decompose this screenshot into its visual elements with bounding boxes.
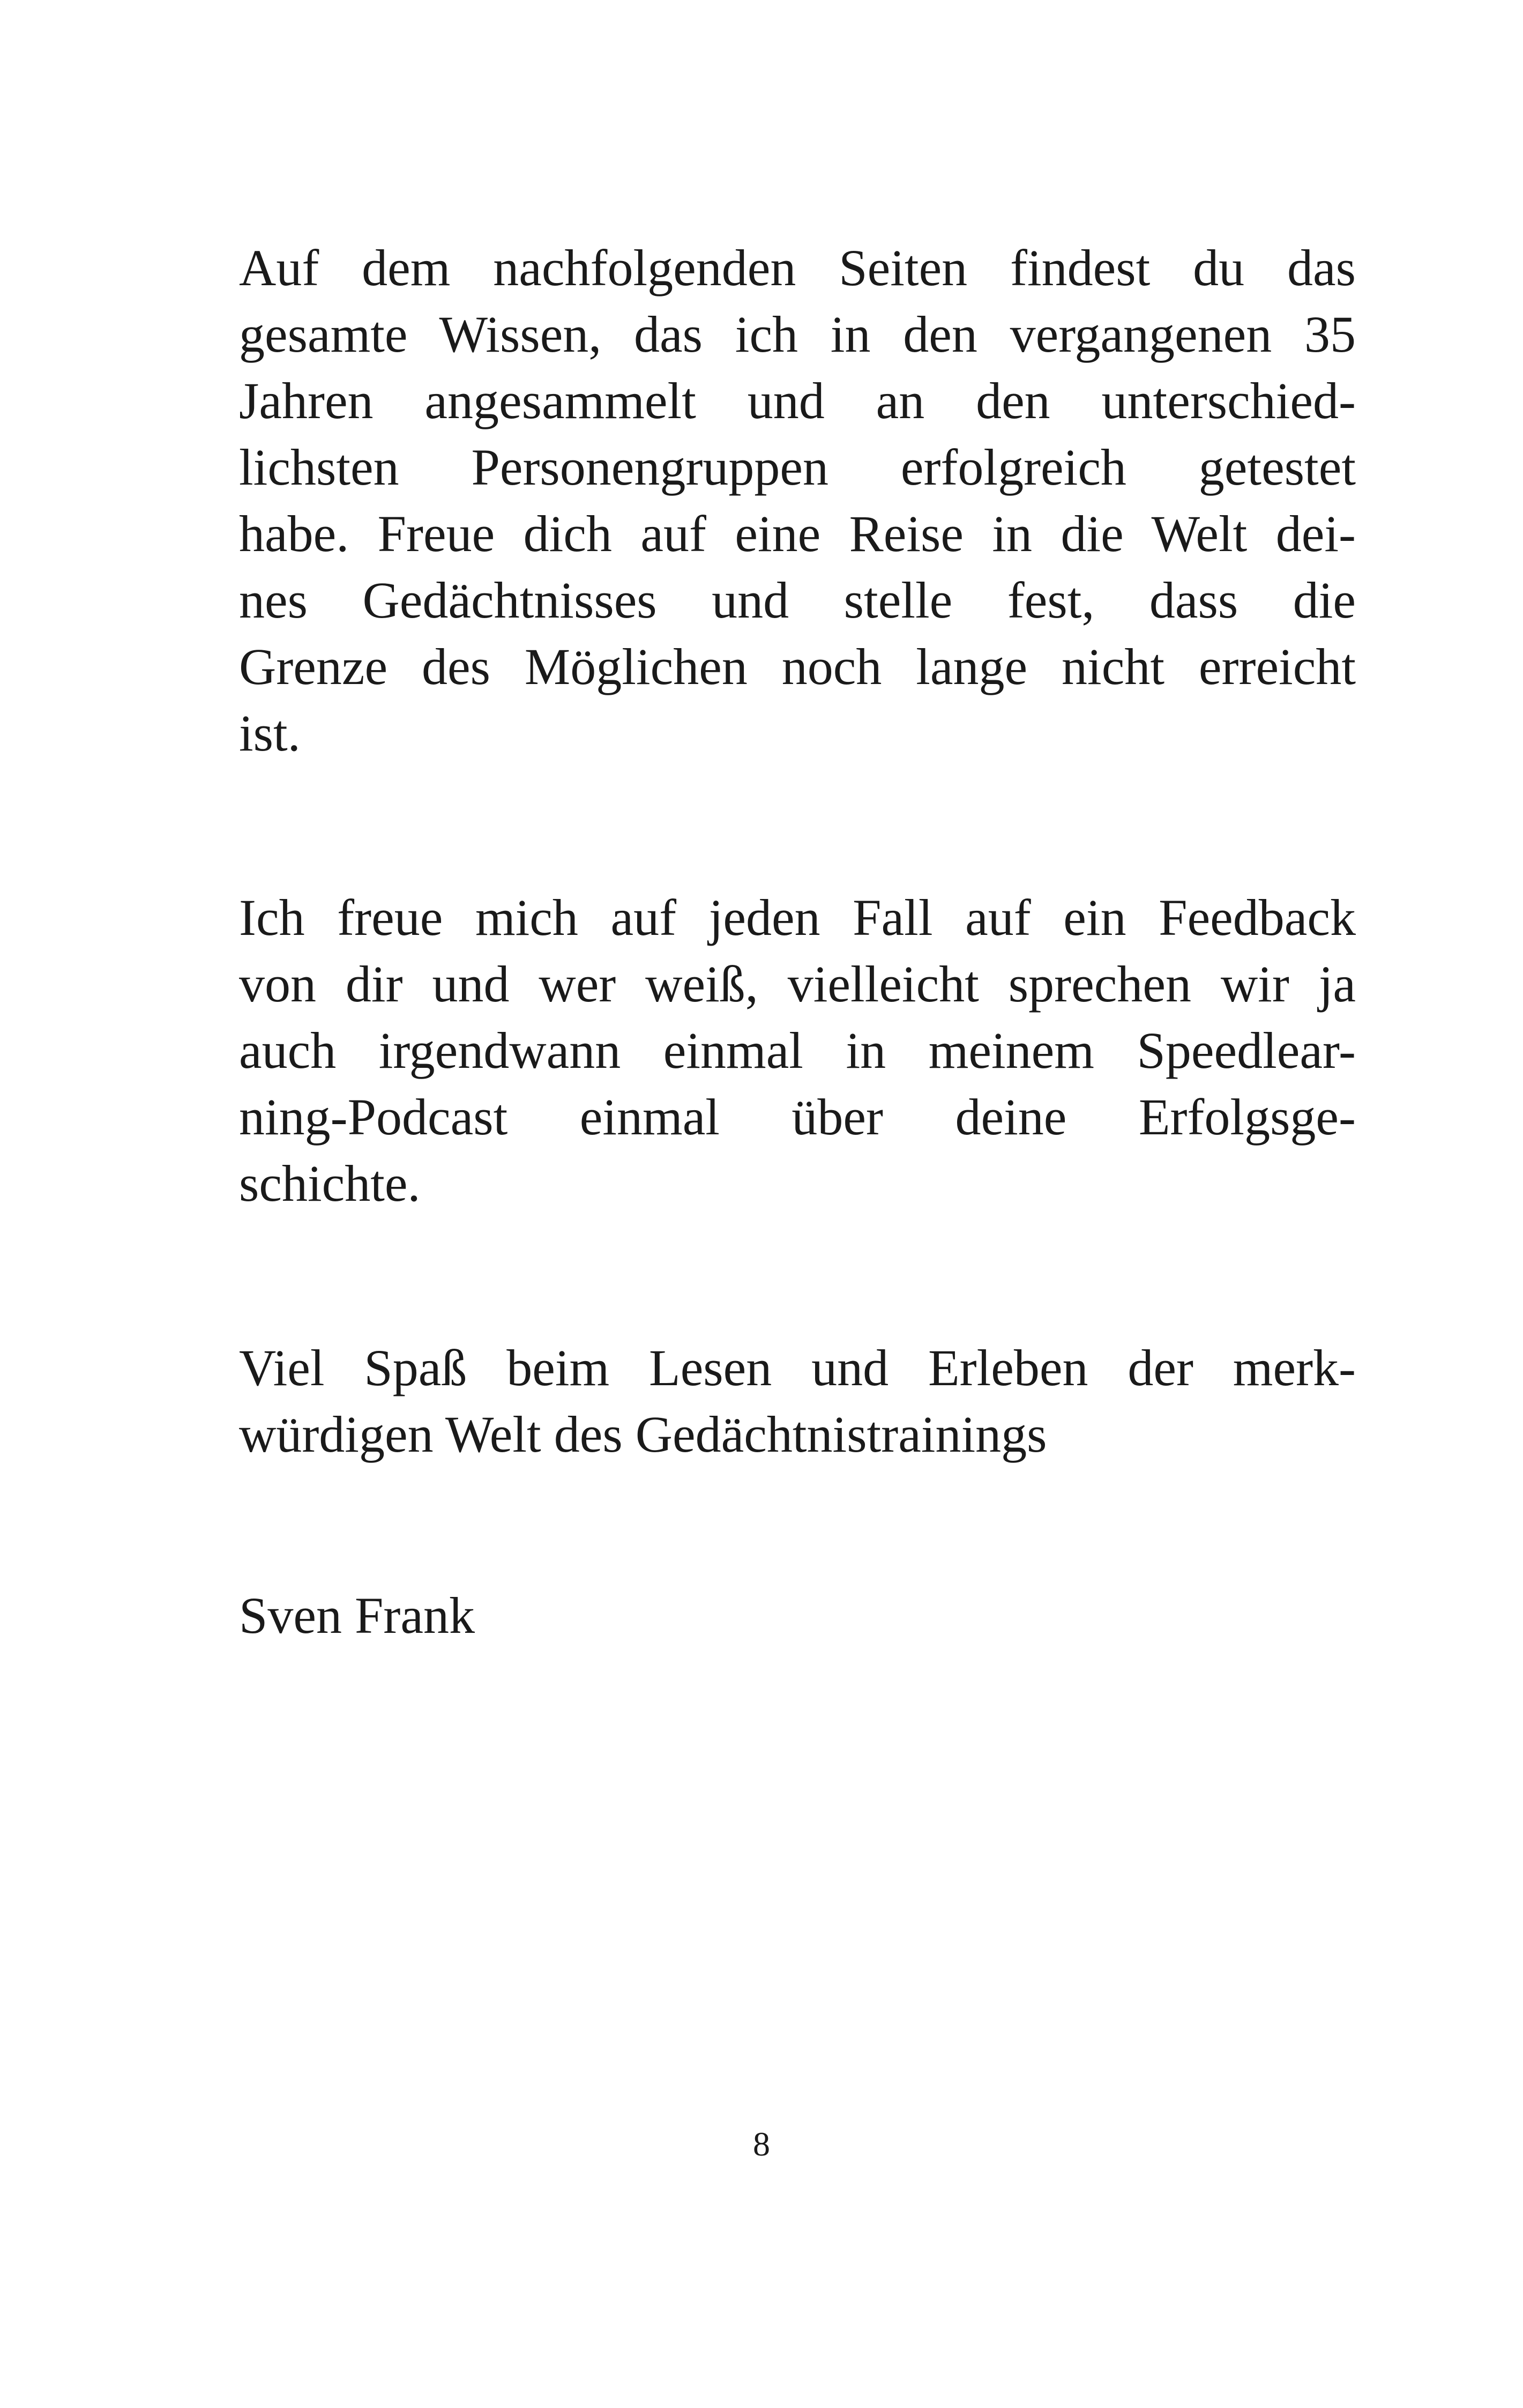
paragraph-line: habe. Freue dich auf eine Reise in die Welt dei- — [239, 505, 1356, 562]
page-number: 8 — [753, 2125, 770, 2163]
paragraph-line: schichte. — [239, 1155, 421, 1212]
paragraph-line: würdigen Welt des Gedächtnistrainings — [239, 1406, 1047, 1463]
signature-name: Sven Frank — [239, 1587, 475, 1644]
paragraph-feedback — [239, 885, 1356, 1217]
paragraph-line: Auf dem nachfolgenden Seiten findest du das — [239, 239, 1356, 296]
paragraph-line: Ich freue mich auf jeden Fall auf ein Feedback — [239, 889, 1356, 946]
paragraph-line: gesamte Wissen, das ich in den vergangenen 35 — [239, 306, 1356, 363]
paragraph-line: lichsten Personengruppen erfolgreich getestet — [239, 439, 1356, 496]
paragraph-intro — [239, 235, 1356, 767]
paragraph-line: nes Gedächtnisses und stelle fest, dass die — [239, 571, 1356, 629]
paragraph-line: Viel Spaß beim Lesen und Erleben der merk- — [239, 1339, 1356, 1396]
paragraph-line: auch irgendwann einmal in meinem Speedlear- — [239, 1022, 1356, 1079]
signature — [239, 1582, 1356, 1649]
paragraph-line: Grenze des Möglichen noch lange nicht erreicht — [239, 638, 1356, 695]
paragraph-line: ning-Podcast einmal über deine Erfolgsge- — [239, 1088, 1356, 1146]
paragraph-line: Jahren angesammelt und an den unterschied- — [239, 372, 1356, 429]
paragraph-closing — [239, 1335, 1356, 1468]
paragraph-line: von dir und wer weiß, vielleicht sprechen wir ja — [239, 955, 1356, 1013]
paragraph-line: ist. — [239, 704, 301, 762]
